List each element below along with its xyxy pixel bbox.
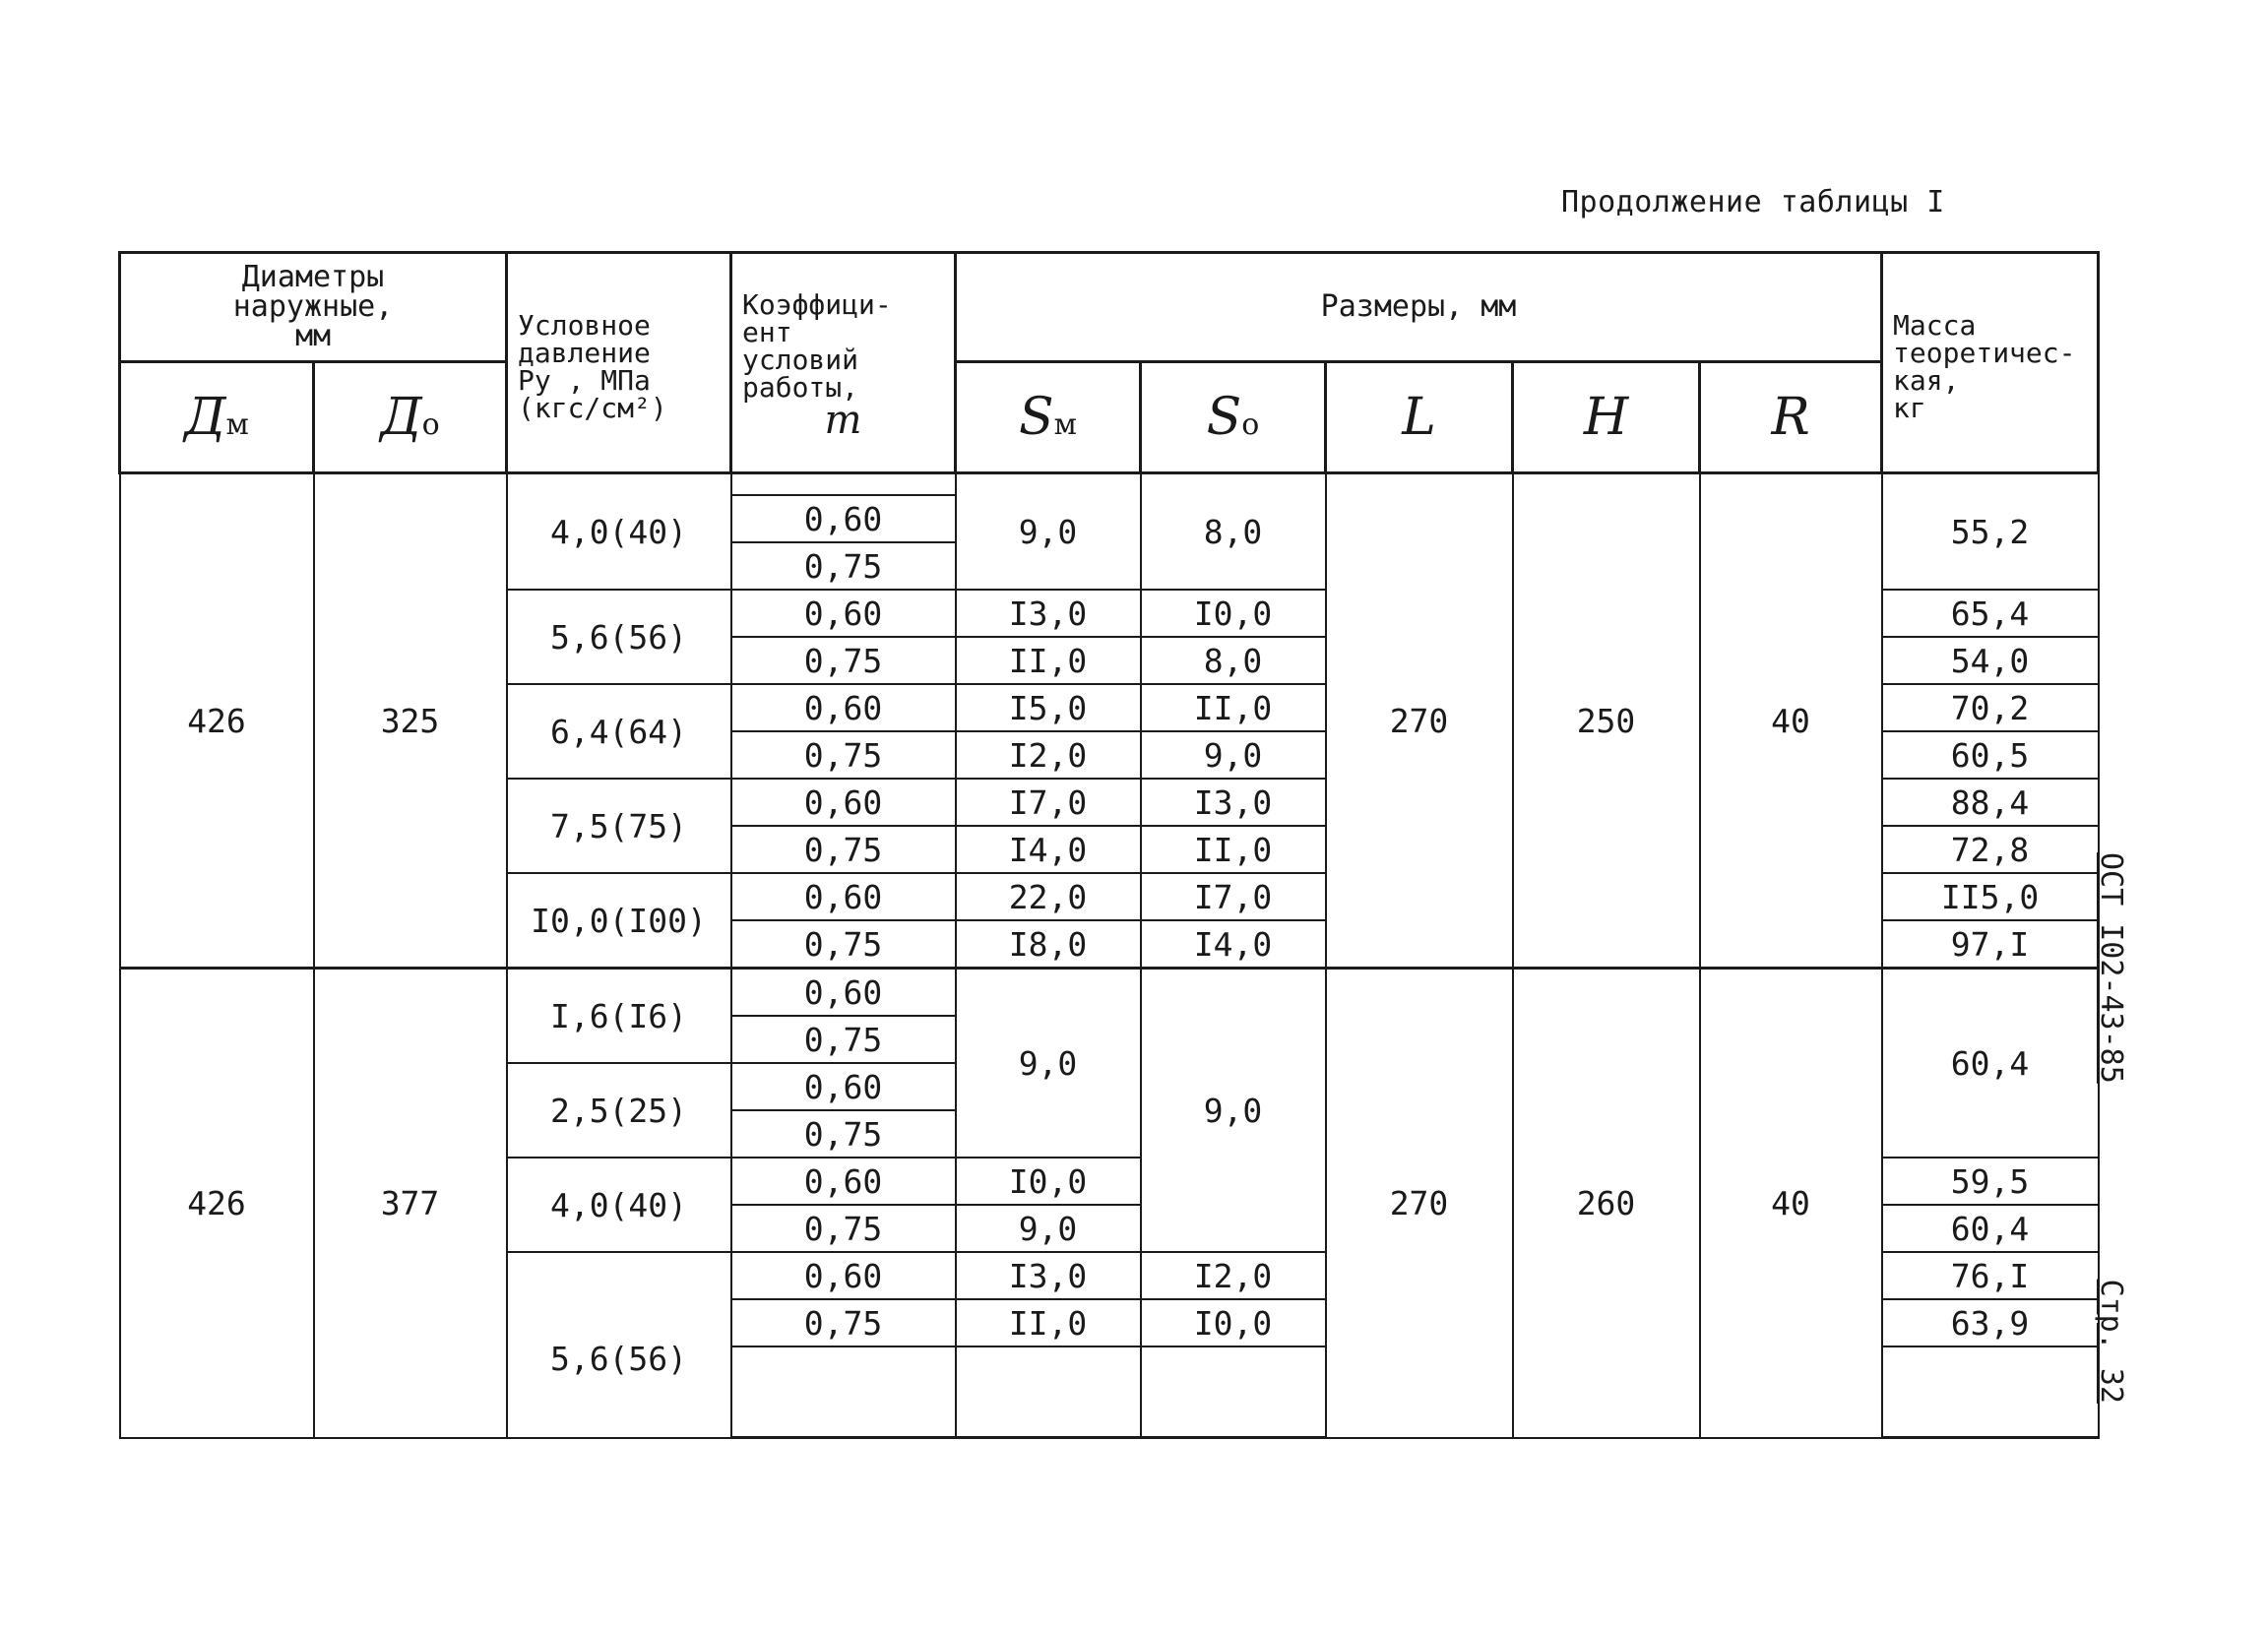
cell-so: 9,0 [1141, 731, 1326, 779]
cell-sm: I7,0 [956, 779, 1141, 826]
cell-do: 377 [314, 969, 507, 1438]
cell-pressure: 6,4(64) [507, 684, 731, 779]
cell-sm: I3,0 [956, 1252, 1141, 1299]
standard-number: ОСТ I02-43-85 [2094, 852, 2128, 1084]
cell-l: 270 [1326, 969, 1513, 1438]
cell-so: I0,0 [1141, 590, 1326, 637]
cell-coef: 0,75 [731, 1205, 956, 1252]
cell-coef: 0,60 [731, 684, 956, 731]
cell-mass: 60,5 [1882, 731, 2099, 779]
cell-coef: 0,60 [731, 1252, 956, 1299]
table-caption: Продолжение таблицы I [1561, 185, 1945, 219]
cell-empty [731, 1346, 956, 1438]
cell-so: 9,0 [1141, 969, 1326, 1253]
cell-coef: 0,60 [731, 590, 956, 637]
header-coefficient: Коэффици- ент условий работы, m [731, 253, 956, 473]
cell-empty [956, 1346, 1141, 1438]
cell-dm: 426 [120, 969, 314, 1438]
cell-sm: I0,0 [956, 1158, 1141, 1205]
dimensions-table [118, 251, 2100, 1439]
cell-mass: 72,8 [1882, 826, 2099, 873]
cell-sm: 9,0 [956, 1205, 1141, 1252]
cell-sm: II,0 [956, 1299, 1141, 1346]
cell-mass: 88,4 [1882, 779, 2099, 826]
cell-pressure: 4,0(40) [507, 1158, 731, 1252]
header-sizes: Размеры, мм [956, 253, 1882, 362]
cell-sm: I8,0 [956, 920, 1141, 969]
cell-coef: 0,60 [731, 1063, 956, 1110]
cell-coef: 0,75 [731, 1110, 956, 1158]
cell-so: I3,0 [1141, 779, 1326, 826]
cell-coef: 0,75 [731, 920, 956, 969]
cell-pressure: 7,5(75) [507, 779, 731, 873]
header-mass: Масса теоретичес- кая, кг [1882, 253, 2099, 473]
cell-sm: I2,0 [956, 731, 1141, 779]
cell-pressure: 4,0(40) [507, 473, 731, 591]
header-h: H [1513, 362, 1700, 473]
coef-symbol: m [824, 397, 862, 443]
cell-coef: 0,75 [731, 1299, 956, 1346]
cell-coef: 0,60 [731, 495, 956, 542]
cell-empty [1141, 1346, 1326, 1438]
cell-l: 270 [1326, 473, 1513, 969]
cell-so: I7,0 [1141, 873, 1326, 920]
cell-coef: 0,60 [731, 1158, 956, 1205]
cell-pressure: 5,6(56) [507, 1252, 731, 1438]
cell-mass: 97,I [1882, 920, 2099, 969]
page-number: Стр. 32 [2094, 1279, 2128, 1404]
cell-coef: 0,75 [731, 826, 956, 873]
cell-pressure: I,6(I6) [507, 969, 731, 1064]
cell-mass: 60,4 [1882, 969, 2099, 1158]
cell-pressure: I0,0(I00) [507, 873, 731, 969]
header-sm: Sм [956, 362, 1141, 473]
cell-mass: 59,5 [1882, 1158, 2099, 1205]
cell-r: 40 [1700, 969, 1882, 1438]
cell-coef: 0,75 [731, 731, 956, 779]
cell-mass: II5,0 [1882, 873, 2099, 920]
cell-dm: 426 [120, 473, 314, 969]
cell-so: 8,0 [1141, 473, 1326, 591]
header-l: L [1326, 362, 1513, 473]
cell-mass: 70,2 [1882, 684, 2099, 731]
header-do: До [314, 362, 507, 473]
cell-mass: 54,0 [1882, 637, 2099, 684]
cell-pressure: 5,6(56) [507, 590, 731, 684]
header-pressure: Условное давление Pу , МПа (кгс/см²) [507, 253, 731, 473]
cell-coef: 0,60 [731, 969, 956, 1017]
cell-coef: 0,75 [731, 637, 956, 684]
cell-coef: 0,60 [731, 779, 956, 826]
header-so: So [1141, 362, 1326, 473]
cell-sm: I5,0 [956, 684, 1141, 731]
cell-so: II,0 [1141, 684, 1326, 731]
cell-coef: 0,60 [731, 873, 956, 920]
cell-so: I2,0 [1141, 1252, 1326, 1299]
cell-so: II,0 [1141, 826, 1326, 873]
cell-pressure: 2,5(25) [507, 1063, 731, 1158]
cell-coef: 0,75 [731, 542, 956, 590]
header-r: R [1700, 362, 1882, 473]
cell-mass: 60,4 [1882, 1205, 2099, 1252]
header-dm: Дм [120, 362, 314, 473]
cell-empty [1882, 1346, 2099, 1438]
cell-r: 40 [1700, 473, 1882, 969]
cell-do: 325 [314, 473, 507, 969]
header-diameters: Диаметры наружные, мм [120, 253, 507, 362]
cell-h: 260 [1513, 969, 1700, 1438]
cell-sm: I3,0 [956, 590, 1141, 637]
cell-mass: 65,4 [1882, 590, 2099, 637]
cell-mass: 55,2 [1882, 473, 2099, 591]
cell-sm: II,0 [956, 637, 1141, 684]
cell-sm: 9,0 [956, 969, 1141, 1158]
cell-sm: 9,0 [956, 473, 1141, 591]
cell-sm: I4,0 [956, 826, 1141, 873]
cell-mass: 63,9 [1882, 1299, 2099, 1346]
cell-coef: 0,75 [731, 1016, 956, 1063]
cell-mass: 76,I [1882, 1252, 2099, 1299]
cell-gap [731, 473, 956, 496]
cell-sm: 22,0 [956, 873, 1141, 920]
cell-so: 8,0 [1141, 637, 1326, 684]
cell-h: 250 [1513, 473, 1700, 969]
cell-so: I4,0 [1141, 920, 1326, 969]
cell-so: I0,0 [1141, 1299, 1326, 1346]
